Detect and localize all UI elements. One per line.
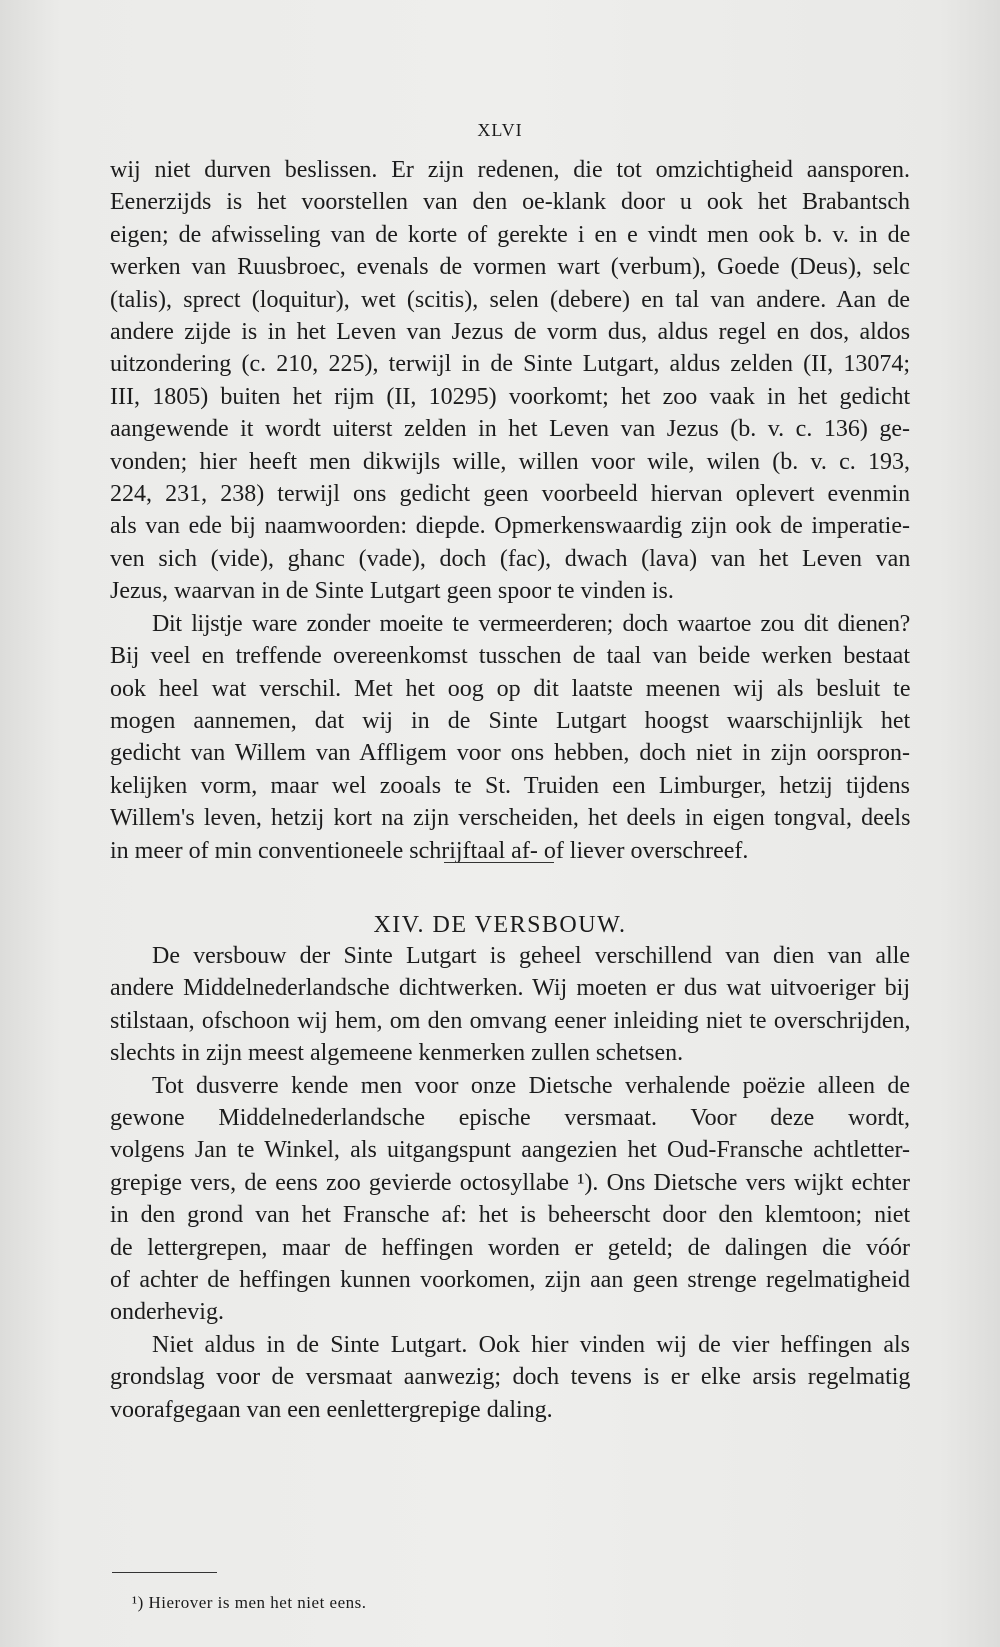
text-line: mogen aannemen, dat wij in de Sinte Lutgart hoogst waarschijnlijk het bbox=[110, 707, 911, 734]
text-line: ven sich (vide), ghanc (vade), doch (fac), dwach (lava) van het Leven van bbox=[110, 545, 911, 572]
paragraph bbox=[110, 154, 910, 608]
footnote: ¹) Hierover is men het niet eens. bbox=[132, 1593, 367, 1612]
text-line: Jezus, waarvan in de Sinte Lutgart geen spoor te vinden is. bbox=[110, 578, 674, 605]
page-number: XLVI bbox=[477, 120, 523, 140]
text-line: ook heel wat verschil. Met het oog op dit laatste meenen wij als besluit te bbox=[110, 675, 911, 702]
text-line: werken van Ruusbroec, evenals de vormen wart (verbum), Goede (Deus), selc bbox=[110, 254, 911, 281]
section-divider bbox=[444, 862, 554, 863]
text-line: Niet aldus in de Sinte Lutgart. Ook hier vinden wij de vier heffingen als bbox=[152, 1331, 910, 1358]
text-line: eigen; de afwisseling van de korte of gerekte i en e vindt men ook b. v. in de bbox=[110, 221, 911, 248]
text-line: andere Middelnederlandsche dichtwerken. Wij moeten er dus wat uitvoeriger bij bbox=[110, 975, 910, 1002]
text-line: stilstaan, ofschoon wij hem, om den omvang eener inleiding niet te overschrijden, bbox=[110, 1007, 911, 1034]
top-text-block bbox=[110, 154, 910, 867]
text-line: grepige vers, de eens zoo gevierde octosyllabe ¹). Ons Dietsche vers wijkt echter bbox=[110, 1169, 910, 1196]
text-line: vonden; hier heeft men dikwijls wille, willen voor wile, wilen (b. v. c. 193, bbox=[110, 448, 910, 475]
text-line: in den grond van het Fransche af: het is beheerscht door den klemtoon; niet bbox=[110, 1202, 911, 1229]
text-line: Bij veel en treffende overeenkomst tusschen de taal van beide werken bestaat bbox=[110, 643, 910, 670]
paragraph bbox=[110, 1070, 910, 1329]
text-line: onderhevig. bbox=[110, 1299, 224, 1326]
text-line: (talis), sprect (loquitur), wet (scitis), selen (debere) en tal van andere. Aan de bbox=[110, 286, 911, 313]
text-line: in meer of min conventioneele schrijftaal af- of liever overschreef. bbox=[110, 837, 749, 864]
text-line: 224, 231, 238) terwijl ons gedicht geen voorbeeld hiervan oplevert evenmin bbox=[110, 481, 911, 508]
text-line: voorafgegaan van een eenlettergrepige daling. bbox=[110, 1396, 553, 1423]
text-line: aangewende it wordt uiterst zelden in het Leven van Jezus (b. v. c. 136) ge- bbox=[110, 416, 910, 443]
text-line: De versbouw der Sinte Lutgart is geheel verschillend van dien van alle bbox=[152, 943, 910, 969]
paragraph bbox=[110, 608, 910, 867]
text-line: III, 1805) buiten het rijm (II, 10295) voorkomt; het zoo vaak in het gedicht bbox=[110, 383, 911, 410]
text-line: gewone Middelnederlandsche epische versmaat. Voor deze wordt, bbox=[110, 1105, 910, 1132]
text-line: Tot dusverre kende men voor onze Dietsche verhalende poëzie alleen de bbox=[152, 1072, 910, 1099]
text-line: gedicht van Willem van Affligem voor ons hebben, doch niet in zijn oorspron- bbox=[110, 740, 910, 767]
text-line: uitzondering (c. 210, 225), terwijl in de Sinte Lutgart, aldus zelden (II, 13074; bbox=[110, 351, 910, 378]
text-line: Eenerzijds is het voorstellen van den oe-klank door u ook het Brabantsch bbox=[110, 189, 910, 216]
paragraph bbox=[110, 1329, 910, 1426]
text-line: Dit lijstje ware zonder moeite te vermeerderen; doch waartoe zou dit dienen? bbox=[152, 610, 910, 637]
text-line: andere zijde is in het Leven van Jezus de vorm dus, aldus regel en dos, aldos bbox=[110, 319, 911, 346]
text-line: slechts in zijn meest algemeene kenmerken zullen schetsen. bbox=[110, 1040, 684, 1067]
text-line: Willem's leven, hetzij kort na zijn verscheiden, het deels in eigen tongval, deels bbox=[110, 805, 911, 832]
text-line: volgens Jan te Winkel, als uitgangspunt aangezien het Oud-Fransche achtletter- bbox=[110, 1137, 910, 1164]
text-line: of achter de heffingen kunnen voorkomen, zijn aan geen strenge regelmatigheid bbox=[110, 1267, 910, 1294]
footnote-divider bbox=[112, 1572, 217, 1573]
text-line: kelijken vorm, maar wel zooals te St. Truiden een Limburger, hetzij tijdens bbox=[110, 772, 910, 799]
text-line: grondslag voor de versmaat aanwezig; doch tevens is er elke arsis regelmatig bbox=[110, 1364, 911, 1391]
text-line: de lettergrepen, maar de heffingen worden er geteld; de dalingen die vóór bbox=[110, 1234, 910, 1261]
text-line: als van ede bij naamwoorden: diepde. Opmerkenswaardig zijn ook de imperatie- bbox=[110, 513, 910, 540]
text-line: wij niet durven beslissen. Er zijn redenen, die tot omzichtigheid aansporen. bbox=[110, 157, 910, 183]
bottom-text-block bbox=[110, 940, 910, 1426]
section-heading: XIV. DE VERSBOUW. bbox=[373, 912, 627, 938]
paragraph bbox=[110, 940, 910, 1070]
